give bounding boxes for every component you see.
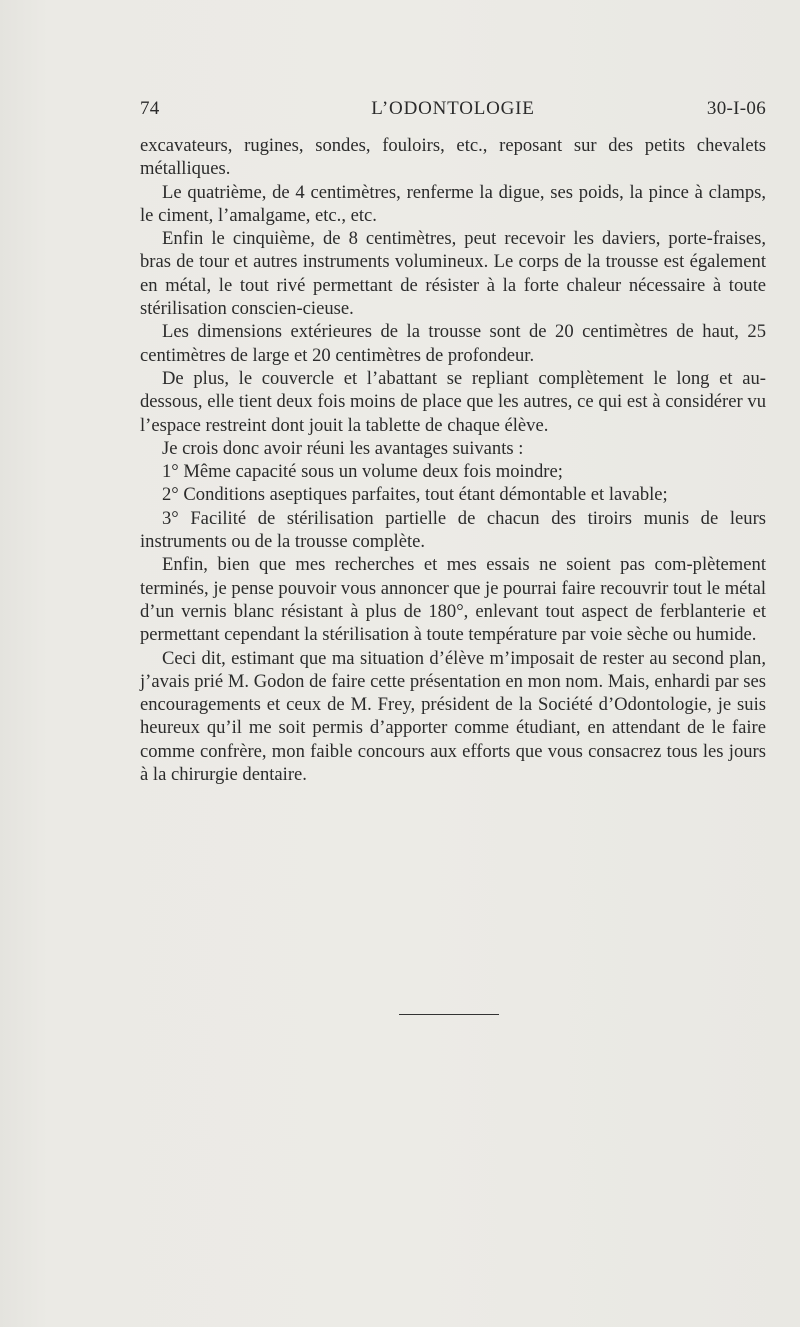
paragraph: De plus, le couvercle et l’abattant se repliant complètement le long et au-dessous, elle tient deux fois moins de place que les autres, ce qui est à considérer vu l’espace restreint dont jouit la tablette de chaque élève.	[140, 367, 766, 436]
paragraph: Les dimensions extérieures de la trousse sont de 20 centimètres de haut, 25 centimètres de large et 20 centimètres de profondeur.	[140, 321, 766, 366]
paragraph: Je crois donc avoir réuni les avantages suivants :	[162, 437, 524, 459]
page-number: 74	[140, 98, 160, 119]
list-item: 1° Même capacité sous un volume deux fois moindre;	[162, 461, 563, 483]
journal-title: L’ODONTOLOGIE	[371, 98, 535, 119]
list-item: 3° Facilité de stérilisation partielle de chacun des tiroirs munis de leurs instruments ou de la trousse complète.	[140, 507, 766, 553]
article-body	[140, 134, 766, 786]
paragraph: Enfin le cinquième, de 8 centimètres, peut recevoir les daviers, porte-fraises, bras de tour et autres instruments volumineux. Le corps de la trousse est également en métal, le tout rivé permettant de résister à la forte chaleur nécessaire à toute stérilisation conscien-cieuse.	[140, 228, 766, 320]
list-item: 2° Conditions aseptiques parfaites, tout étant démontable et lavable;	[162, 484, 668, 506]
paragraph: Ceci dit, estimant que ma situation d’élève m’imposait de rester au second plan, j’avais prié M. Godon de faire cette présentation en mon nom. Mais, enhardi par ses encouragements et ceux de M. Frey, président de la Société d’Odontologie, je suis heureux qu’il me soit permis d’apporter comme étudiant, en attendant de le faire comme confrère, mon faible concours aux efforts que vous consacrez tous les jours à la chirurgie dentaire.	[140, 647, 766, 786]
paragraph: Le quatrième, de 4 centimètres, renferme la digue, ses poids, la pince à clamps, le ciment, l’amalgame, etc., etc.	[140, 181, 766, 226]
running-head	[140, 98, 766, 124]
paragraph: excavateurs, rugines, sondes, fouloirs, etc., reposant sur des petits chevalets métalliques.	[140, 135, 766, 180]
section-divider	[399, 1014, 499, 1015]
paragraph: Enfin, bien que mes recherches et mes essais ne soient pas com-plètement terminés, je pense pouvoir vous annoncer que je pourrai faire recouvrir tout le métal d’un vernis blanc résistant à plus de 180°, enlevant tout aspect de ferblanterie et permettant cependant la stérilisation à toute température par voie sèche ou humide.	[140, 554, 766, 646]
issue-date: 30-I-06	[706, 98, 766, 119]
